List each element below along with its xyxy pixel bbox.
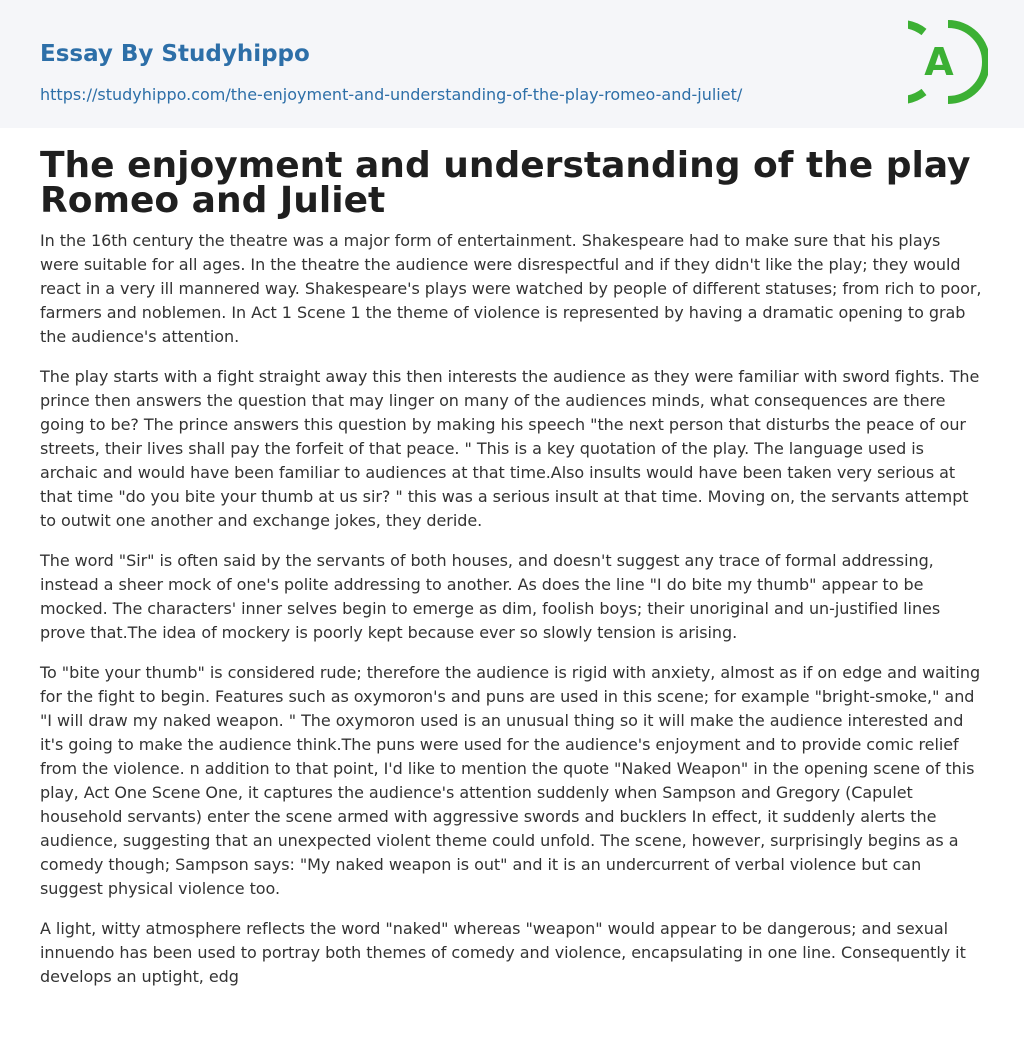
essay-paragraph: The play starts with a fight straight away this then interests the audience as they were familiar with sword fights. The prince then answers the question that may linger on many of the audiences minds, what consequences are there going to be? The prince answers this question by making his speech "the next person that disturbs the peace of our streets, their lives shall pay the forfeit of that peace. " This is a key quotation of the play. The language used is archaic and would have been familiar to audiences at that time.Also insults would have been taken very serious at that time "do you bite your thumb at us sir? " this was a serious insult at that time. Moving on, the servants attempt to outwit one another and exchange jokes, they deride. <box>40 367 980 530</box>
site-brand: Essay By Studyhippo <box>40 41 310 67</box>
essay-paragraph: A light, witty atmosphere reflects the word "naked" whereas "weapon" would appear to be dangerous; and sexual innuendo has been used to portray both themes of comedy and violence, encapsulating in one line. Consequently it develops an uptight, edg <box>40 919 966 986</box>
essay-title: The enjoyment and understanding of the play Romeo and Juliet <box>40 145 971 221</box>
essay-paragraph: In the 16th century the theatre was a major form of entertainment. Shakespeare had to make sure that his plays were suitable for all ages. In the theatre the audience were disrespectful and if they didn't like the play; they would react in a very ill mannered way. Shakespeare's plays were watched by people of different statuses; from rich to poor, farmers and noblemen. In Act 1 Scene 1 the theme of violence is represented by having a dramatic opening to grab the audience's attention. <box>40 231 982 346</box>
essay-paragraph: The word "Sir" is often said by the servants of both houses, and doesn't suggest any trace of formal addressing, instead a sheer mock of one's polite addressing to another. As does the line "I do bite my thumb" appear to be mocked. The characters' inner selves begin to emerge as dim, foolish boys; their unoriginal and un-justified lines prove that.The idea of mockery is poorly kept because ever so slowly tension is arising. <box>40 551 941 642</box>
essay-paragraph: To "bite your thumb" is considered rude; therefore the audience is rigid with anxiety, almost as if on edge and waiting for the fight to begin. Features such as oxymoron's and puns are used in this scene; for example "bright-smoke," and "I will draw my naked weapon. " The oxymoron used is an unusual thing so it will make the audience interested and it's going to make the audience think.The puns were used for the audience's enjoyment and to provide comic relief from the violence. n addition to that point, I'd like to mention the quote "Naked Weapon" in the opening scene of this play, Act One Scene One, it captures the audience's attention suddenly when Sampson and Gregory (Capulet household servants) enter the scene armed with aggressive swords and bucklers In effect, it suddenly alerts the audience, suggesting that an unexpected violent theme could unfold. The scene, however, surprisingly begins as a comedy though; Sampson says: "My naked weapon is out" and it is an undercurrent of verbal violence but can suggest physical violence too. <box>40 663 981 898</box>
essay-source-link[interactable]: https://studyhippo.com/the-enjoyment-and-understanding-of-the-play-romeo-and-juliet/ <box>40 85 743 104</box>
site-header <box>0 0 1024 128</box>
essay-content <box>0 145 1024 989</box>
logo-letter: A <box>924 40 954 84</box>
studyhippo-logo-icon[interactable] <box>908 18 988 106</box>
